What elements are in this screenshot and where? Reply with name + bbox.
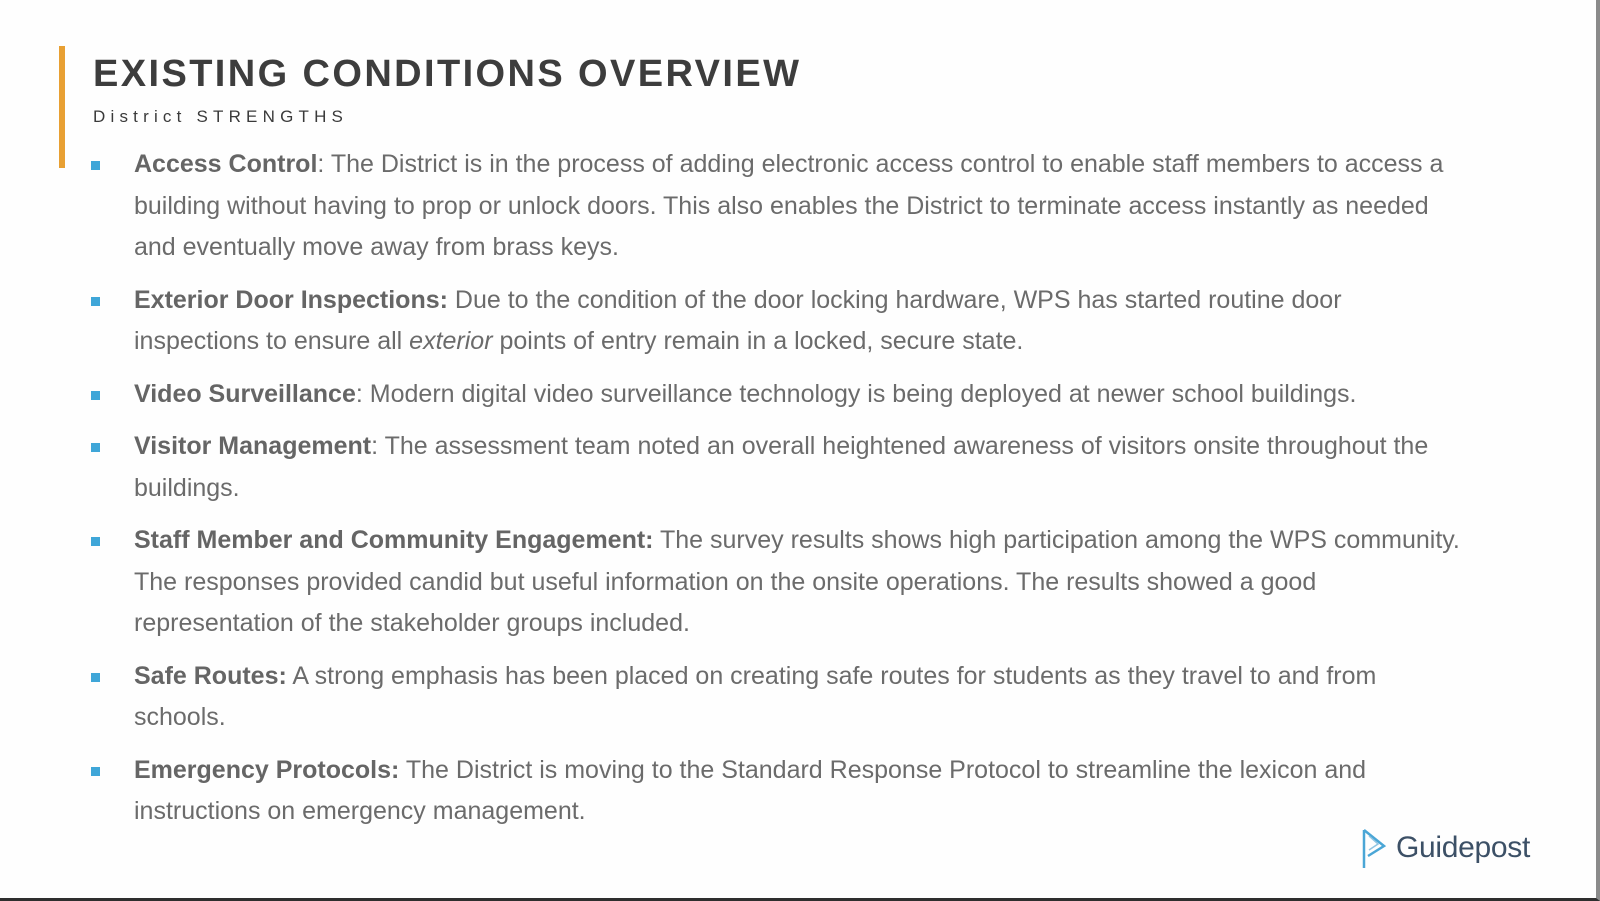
bullet-heading: Emergency Protocols: [134, 755, 400, 784]
bullet-separator [448, 286, 455, 314]
bullet-heading: Access Control [134, 150, 318, 178]
bullet-heading: Visitor Management [134, 432, 372, 460]
bullet-text: points of entry remain in a locked, secure state. [492, 327, 1024, 355]
square-bullet-icon [91, 767, 100, 776]
bullet-text: A strong emphasis has been placed on creating safe routes for students as they travel to and from schools. [134, 661, 1377, 731]
bullet-text: The assessment team noted an overall heightened awareness of visitors onsite throughout the buildings. [134, 432, 1429, 502]
list-item [91, 280, 1471, 363]
square-bullet-icon [91, 391, 100, 400]
square-bullet-icon [91, 443, 100, 452]
list-item [91, 374, 1471, 416]
guidepost-flag-icon [1360, 826, 1388, 870]
guidepost-logo [1360, 826, 1530, 870]
bullet-text-emphasis: exterior [409, 327, 493, 355]
slide-subtitle: District STRENGTHS [93, 107, 349, 126]
list-item [91, 144, 1471, 269]
strengths-list [91, 144, 1471, 844]
bullet-text: The survey results shows high participation among the WPS community. The responses provided candid but useful information on the onsite operations. The results showed a good representation of the stakeholder groups included. [134, 526, 1460, 637]
square-bullet-icon [91, 673, 100, 682]
square-bullet-icon [91, 297, 100, 306]
list-item [91, 426, 1471, 509]
bullet-text: Modern digital video surveillance technology is being deployed at newer school buildings. [369, 379, 1357, 408]
bullet-text: The District is in the process of adding electronic access control to enable staff members to access a building without having to prop or unlock doors. This also enables the District to terminate access instantly as needed and eventually move away from brass keys. [134, 150, 1444, 261]
bullet-heading: Video Surveillance [134, 379, 356, 408]
bullet-heading: Safe Routes: [134, 661, 287, 690]
logo-wordmark: Guidepost [1395, 831, 1530, 864]
bullet-separator: : [355, 379, 370, 408]
title-accent-bar [59, 46, 65, 168]
square-bullet-icon [91, 161, 100, 170]
bullet-separator: : [371, 432, 385, 460]
bullet-text: Due to the condition of the door locking hardware, WPS has started routine door inspections to ensure all [134, 285, 1342, 355]
slide-title: EXISTING CONDITIONS OVERVIEW [93, 53, 802, 95]
bullet-separator: : [317, 150, 331, 178]
list-item [91, 750, 1471, 833]
list-item [91, 656, 1471, 739]
bullet-heading: Staff Member and Community Engagement: [134, 526, 654, 554]
list-item [91, 520, 1471, 645]
bullet-heading: Exterior Door Inspections: [134, 285, 448, 314]
square-bullet-icon [91, 537, 100, 546]
bullet-text: The District is moving to the Standard Response Protocol to streamline the lexicon and instructions on emergency management. [134, 755, 1367, 825]
